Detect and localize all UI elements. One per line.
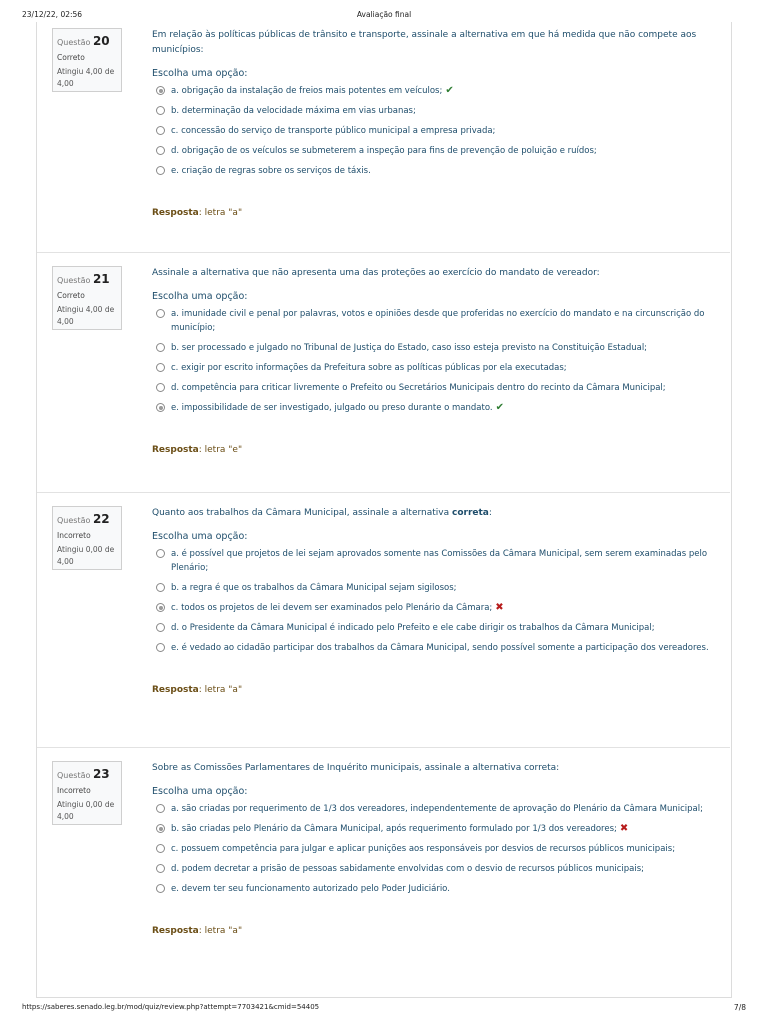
radio-selected-icon[interactable] xyxy=(156,86,165,95)
question-divider xyxy=(37,492,730,493)
answer-feedback: Resposta: letra "a" xyxy=(152,926,243,936)
question-info xyxy=(52,266,122,330)
answer-option[interactable]: a. são criadas por requerimento de 1/3 dos vereadores, independentemente de aprovação do Plenário da Câmara Municipal; xyxy=(152,802,712,816)
answer-prompt: Escolha uma opção: xyxy=(152,531,248,542)
radio-icon[interactable] xyxy=(156,864,165,873)
question-state: Incorreto xyxy=(57,531,91,540)
radio-icon[interactable] xyxy=(156,804,165,813)
question-grade: Atingiu 0,00 de 4,00 xyxy=(57,800,115,821)
radio-icon[interactable] xyxy=(156,583,165,592)
check-icon: ✔ xyxy=(495,402,504,413)
question-content xyxy=(152,28,712,218)
answer-option[interactable]: a. imunidade civil e penal por palavras, votos e opiniões desde que proferidas no exercício do mandato e na circunscrição do município; xyxy=(152,307,712,335)
print-url: https://saberes.senado.leg.br/mod/quiz/review.php?attempt=7703421&cmid=54405 xyxy=(22,1003,320,1011)
radio-icon[interactable] xyxy=(156,166,165,175)
radio-icon[interactable] xyxy=(156,383,165,392)
page-number: 7/8 xyxy=(733,1003,746,1012)
radio-selected-icon[interactable] xyxy=(156,603,165,612)
radio-selected-icon[interactable] xyxy=(156,403,165,412)
cross-icon: ✖ xyxy=(619,823,629,834)
answer-option[interactable]: c. exigir por escrito informações da Prefeitura sobre as políticas públicas por ela executadas; xyxy=(152,361,712,375)
document-title: Avaliação final xyxy=(356,10,412,19)
question-number: Questão 20 xyxy=(57,34,110,48)
question-info xyxy=(52,761,122,825)
question-grade: Atingiu 0,00 de 4,00 xyxy=(57,545,115,566)
answer-option[interactable]: e. é vedado ao cidadão participar dos trabalhos da Câmara Municipal, sendo possível somente a participação dos vereadores. xyxy=(152,641,712,655)
answer-option[interactable]: d. podem decretar a prisão de pessoas sabidamente envolvidas com o desvio de recursos públicos municipais; xyxy=(152,862,712,876)
print-date: 23/12/22, 02:56 xyxy=(22,10,83,19)
answer-prompt: Escolha uma opção: xyxy=(152,786,248,797)
radio-icon[interactable] xyxy=(156,844,165,853)
radio-icon[interactable] xyxy=(156,549,165,558)
answer-option[interactable]: a. é possível que projetos de lei sejam aprovados somente nas Comissões da Câmara Municipal, sem serem examinadas pelo Plenário; xyxy=(152,547,712,575)
question-content xyxy=(152,506,712,695)
question-text: Assinale a alternativa que não apresenta uma das proteções ao exercício do mandato de vereador: xyxy=(152,268,600,278)
question-state: Incorreto xyxy=(57,786,91,795)
answer-option[interactable]: c. todos os projetos de lei devem ser examinados pelo Plenário da Câmara; ✖ xyxy=(152,601,712,615)
question-content xyxy=(152,266,712,455)
question-number: Questão 23 xyxy=(57,767,110,781)
answer-option[interactable]: b. a regra é que os trabalhos da Câmara Municipal sejam sigilosos; xyxy=(152,581,712,595)
radio-icon[interactable] xyxy=(156,363,165,372)
radio-icon[interactable] xyxy=(156,309,165,318)
answer-option[interactable]: e. impossibilidade de ser investigado, julgado ou preso durante o mandato. ✔ xyxy=(152,401,712,415)
question-grade: Atingiu 4,00 de 4,00 xyxy=(57,305,115,326)
answer-option[interactable]: e. devem ter seu funcionamento autorizado pelo Poder Judiciário. xyxy=(152,882,712,896)
question-divider xyxy=(37,252,730,253)
question-content xyxy=(152,761,712,936)
answer-feedback: Resposta: letra "a" xyxy=(152,208,243,218)
answer-feedback: Resposta: letra "e" xyxy=(152,445,243,455)
answer-option[interactable]: d. competência para criticar livremente o Prefeito ou Secretários Municipais dentro do recinto da Câmara Municipal; xyxy=(152,381,712,395)
question-info xyxy=(52,28,122,92)
question-text: Em relação às políticas públicas de trânsito e transporte, assinale a alternativa em que há medida que não compete aos municípios: xyxy=(152,30,697,55)
question-state: Correto xyxy=(57,53,85,62)
question-text: Quanto aos trabalhos da Câmara Municipal, assinale a alternativa correta: xyxy=(152,508,492,518)
radio-icon[interactable] xyxy=(156,623,165,632)
cross-icon: ✖ xyxy=(495,602,504,613)
radio-icon[interactable] xyxy=(156,146,165,155)
answer-option[interactable]: b. ser processado e julgado no Tribunal de Justiça do Estado, caso isso esteja previsto na Constituição Estadual; xyxy=(152,341,712,355)
radio-icon[interactable] xyxy=(156,884,165,893)
question-divider xyxy=(37,747,730,748)
radio-icon[interactable] xyxy=(156,643,165,652)
question-state: Correto xyxy=(57,291,85,300)
check-icon: ✔ xyxy=(445,85,454,96)
question-text: Sobre as Comissões Parlamentares de Inquérito municipais, assinale a alternativa correta: xyxy=(152,763,560,773)
answer-option[interactable]: d. o Presidente da Câmara Municipal é indicado pelo Prefeito e ele cabe dirigir os trabalhos da Câmara Municipal; xyxy=(152,621,712,635)
question-grade: Atingiu 4,00 de 4,00 xyxy=(57,67,115,88)
radio-icon[interactable] xyxy=(156,126,165,135)
answer-prompt: Escolha uma opção: xyxy=(152,68,248,79)
question-number: Questão 22 xyxy=(57,512,110,526)
answer-option[interactable]: d. obrigação de os veículos se submeterem a inspeção para fins de prevenção de poluição e ruídos; xyxy=(152,144,712,158)
radio-icon[interactable] xyxy=(156,343,165,352)
question-info xyxy=(52,506,122,570)
answer-option[interactable]: b. determinação da velocidade máxima em vias urbanas; xyxy=(152,104,712,118)
answer-option[interactable]: e. criação de regras sobre os serviços de táxis. xyxy=(152,164,712,178)
answer-option[interactable]: c. concessão do serviço de transporte público municipal a empresa privada; xyxy=(152,124,712,138)
answer-feedback: Resposta: letra "a" xyxy=(152,685,243,695)
radio-selected-icon[interactable] xyxy=(156,824,165,833)
answer-option[interactable]: b. são criadas pelo Plenário da Câmara Municipal, após requerimento formulado por 1/3 dos vereadores; ✖ xyxy=(152,822,712,836)
answer-option[interactable]: a. obrigação da instalação de freios mais potentes em veículos; ✔ xyxy=(152,84,712,98)
answer-prompt: Escolha uma opção: xyxy=(152,291,248,302)
answer-option[interactable]: c. possuem competência para julgar e aplicar punições aos responsáveis por desvios de recursos públicos municipais; xyxy=(152,842,712,856)
question-number: Questão 21 xyxy=(57,272,110,286)
radio-icon[interactable] xyxy=(156,106,165,115)
